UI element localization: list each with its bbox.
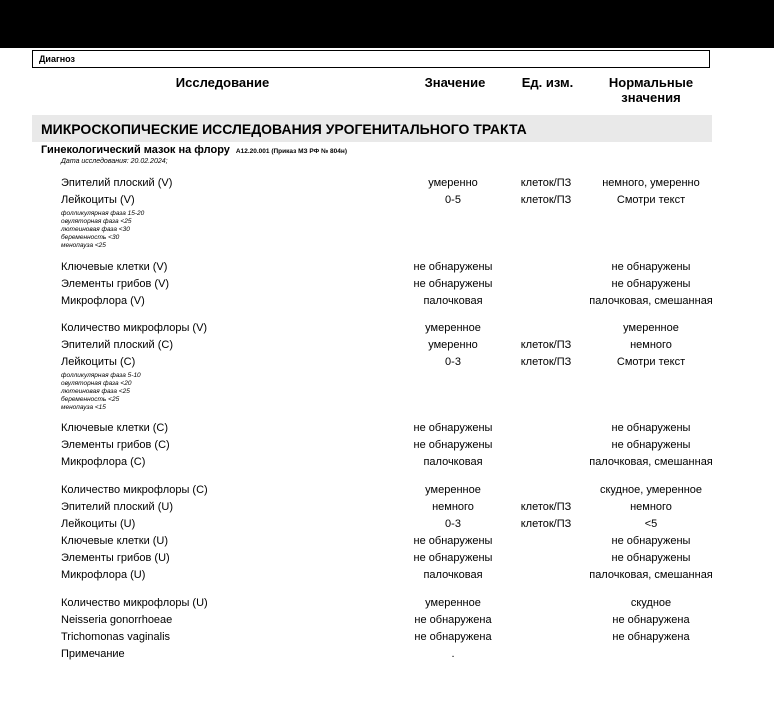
row-value: не обнаружены bbox=[413, 422, 493, 434]
row-name: Элементы грибов (C) bbox=[61, 439, 170, 451]
row-name: Элементы грибов (U) bbox=[61, 552, 170, 564]
reference-note-line: беременность <25 bbox=[61, 396, 120, 403]
row-name: Количество микрофлоры (C) bbox=[61, 484, 208, 496]
row-value: . bbox=[451, 648, 455, 660]
row-value: не обнаружены bbox=[413, 278, 493, 290]
row-value: не обнаружена bbox=[414, 614, 492, 626]
row-name: Ключевые клетки (C) bbox=[61, 422, 169, 434]
row-value: 0-3 bbox=[445, 356, 461, 368]
table-row bbox=[0, 438, 774, 454]
row-norm: скудное, умеренное bbox=[599, 484, 703, 496]
table-row bbox=[0, 517, 774, 533]
row-value: палочковая bbox=[423, 456, 483, 468]
row-norm: не обнаружена bbox=[612, 614, 690, 626]
row-norm: палочковая, смешанная bbox=[589, 456, 713, 468]
row-name: Микрофлора (V) bbox=[61, 295, 145, 307]
row-name: Ключевые клетки (U) bbox=[61, 535, 169, 547]
row-norm: не обнаружена bbox=[612, 631, 690, 643]
reference-note-line: фолликулярная фаза 15-20 bbox=[61, 210, 145, 217]
test-code: A12.20.001 (Приказ МЗ РФ № 804н) bbox=[235, 148, 347, 155]
row-name: Количество микрофлоры (V) bbox=[61, 322, 208, 334]
row-value: не обнаружены bbox=[413, 261, 493, 273]
table-row bbox=[0, 294, 774, 310]
reference-note-line: менопауза <15 bbox=[61, 404, 106, 411]
row-value: палочковая bbox=[423, 569, 483, 581]
row-name: Лейкоциты (U) bbox=[61, 518, 136, 530]
row-norm: умеренное bbox=[623, 322, 679, 334]
reference-note-line: лютеиновая фаза <25 bbox=[61, 388, 130, 395]
reference-note-line: беременность <30 bbox=[61, 234, 120, 241]
row-name: Элементы грибов (V) bbox=[61, 278, 170, 290]
reference-note-line: менопауза <25 bbox=[61, 242, 106, 249]
test-name: Гинекологический мазок на флору bbox=[41, 144, 230, 156]
row-name: Лейкоциты (C) bbox=[61, 356, 136, 368]
reference-note-c bbox=[61, 372, 141, 412]
row-name: Количество микрофлоры (U) bbox=[61, 597, 208, 609]
row-norm: <5 bbox=[644, 518, 658, 530]
row-name: Ключевые клетки (V) bbox=[61, 261, 168, 273]
test-title bbox=[41, 144, 347, 156]
table-row bbox=[0, 534, 774, 550]
row-norm: палочковая, смешанная bbox=[589, 569, 713, 581]
table-row bbox=[0, 568, 774, 584]
row-value: не обнаружена bbox=[414, 631, 492, 643]
reference-note-line: лютеиновая фаза <30 bbox=[61, 226, 130, 233]
reference-note-line: фолликулярная фаза 5-10 bbox=[61, 372, 141, 379]
row-unit: клеток/ПЗ bbox=[520, 339, 572, 351]
row-name: Лейкоциты (V) bbox=[61, 194, 135, 206]
row-norm: Смотри текст bbox=[616, 356, 686, 368]
row-unit: клеток/ПЗ bbox=[520, 356, 572, 368]
row-value: умеренно bbox=[428, 339, 478, 351]
table-row bbox=[0, 551, 774, 567]
row-norm: не обнаружены bbox=[611, 535, 691, 547]
row-norm: не обнаружены bbox=[611, 439, 691, 451]
row-value: 0-3 bbox=[445, 518, 461, 530]
row-norm: не обнаружены bbox=[611, 278, 691, 290]
row-name: Trichomonas vaginalis bbox=[61, 631, 171, 643]
row-unit: клеток/ПЗ bbox=[520, 501, 572, 513]
table-row bbox=[0, 321, 774, 337]
row-unit: клеток/ПЗ bbox=[520, 194, 572, 206]
table-row bbox=[0, 421, 774, 437]
row-norm: немного bbox=[630, 501, 672, 513]
test-date: Дата исследования: 20.02.2024; bbox=[61, 158, 168, 165]
row-unit: клеток/ПЗ bbox=[520, 518, 572, 530]
table-row bbox=[0, 596, 774, 612]
row-value: умеренное bbox=[425, 597, 481, 609]
table-row bbox=[0, 630, 774, 646]
row-norm: не обнаружены bbox=[611, 552, 691, 564]
top-black-bar bbox=[0, 0, 774, 48]
row-unit: клеток/ПЗ bbox=[520, 177, 572, 189]
column-header-norm-line2: значения bbox=[621, 90, 681, 105]
table-row bbox=[0, 483, 774, 499]
column-header-test: Исследование bbox=[175, 75, 270, 90]
row-value: немного bbox=[432, 501, 474, 513]
row-norm: Смотри текст bbox=[616, 194, 686, 206]
row-name: Микрофлора (U) bbox=[61, 569, 146, 581]
row-value: не обнаружены bbox=[413, 535, 493, 547]
section-title: МИКРОСКОПИЧЕСКИЕ ИССЛЕДОВАНИЯ УРОГЕНИТАЛЬНОГО ТРАКТА bbox=[41, 121, 527, 137]
table-row bbox=[0, 193, 774, 209]
row-name: Эпителий плоский (V) bbox=[61, 177, 173, 189]
row-value: умеренное bbox=[425, 484, 481, 496]
reference-note-line: овуляторная фаза <25 bbox=[61, 218, 132, 225]
row-norm: немного bbox=[630, 339, 672, 351]
table-row bbox=[0, 176, 774, 192]
row-norm: не обнаружены bbox=[611, 261, 691, 273]
table-row bbox=[0, 647, 774, 663]
diagnosis-label: Диагноз bbox=[39, 54, 75, 64]
table-row bbox=[0, 455, 774, 471]
table-row bbox=[0, 355, 774, 371]
row-name: Эпителий плоский (C) bbox=[61, 339, 173, 351]
row-value: умеренно bbox=[428, 177, 478, 189]
row-value: не обнаружены bbox=[413, 439, 493, 451]
column-header-unit: Ед. изм. bbox=[521, 75, 574, 90]
row-value: не обнаружены bbox=[413, 552, 493, 564]
column-header-value: Значение bbox=[424, 75, 486, 90]
diagnosis-box bbox=[32, 50, 710, 68]
table-row bbox=[0, 277, 774, 293]
row-norm: не обнаружены bbox=[611, 422, 691, 434]
section-header bbox=[32, 115, 712, 142]
row-value: палочковая bbox=[423, 295, 483, 307]
row-name: Примечание bbox=[61, 648, 125, 660]
row-value: 0-5 bbox=[445, 194, 461, 206]
table-row bbox=[0, 338, 774, 354]
column-header-norm-line1: Нормальные bbox=[608, 75, 694, 90]
row-name: Neisseria gonorrhoeae bbox=[61, 614, 173, 626]
reference-note-v bbox=[61, 210, 144, 250]
column-header-norm bbox=[588, 75, 714, 105]
row-norm: немного, умеренно bbox=[602, 177, 700, 189]
row-name: Микрофлора (C) bbox=[61, 456, 146, 468]
row-name: Эпителий плоский (U) bbox=[61, 501, 173, 513]
row-value: умеренное bbox=[425, 322, 481, 334]
row-norm: палочковая, смешанная bbox=[589, 295, 713, 307]
table-row bbox=[0, 500, 774, 516]
reference-note-line: овуляторная фаза <20 bbox=[61, 380, 132, 387]
table-row bbox=[0, 613, 774, 629]
row-norm: скудное bbox=[630, 597, 672, 609]
table-row bbox=[0, 260, 774, 276]
